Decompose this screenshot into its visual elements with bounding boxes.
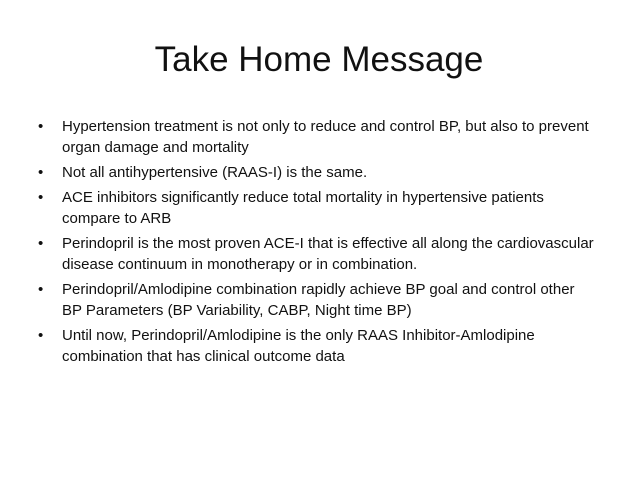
bullet-text: Perindopril is the most proven ACE-I that is effective all along the cardiovascular disease continuum in monotherapy or in combination. [62,235,594,273]
bullet-icon: • [38,281,44,298]
bullet-text: Perindopril/Amlodipine combination rapidly achieve BP goal and control other BP Parameters (BP Variability, CABP, Night time BP) [62,281,575,319]
bullet-text: Hypertension treatment is not only to reduce and control BP, but also to prevent organ damage and mortality [62,118,589,156]
bullet-item [38,325,598,367]
bullet-icon: • [38,189,44,206]
bullet-item [38,279,598,321]
bullet-icon: • [38,118,44,135]
bullet-item [38,187,598,229]
bullet-item [38,233,598,275]
bullet-text: ACE inhibitors significantly reduce total mortality in hypertensive patients compare to ARB [62,189,544,227]
bullet-icon: • [38,164,44,181]
bullet-icon: • [38,327,44,344]
bullet-text: Not all antihypertensive (RAAS-I) is the same. [62,164,368,181]
bullet-item [38,116,598,158]
bullet-text: Until now, Perindopril/Amlodipine is the only RAAS Inhibitor-Amlodipine combination that has clinical outcome data [62,327,535,365]
slide-title: Take Home Message [154,40,484,79]
bullet-icon: • [38,235,44,252]
bullet-list [38,116,598,371]
bullet-item [38,162,598,183]
